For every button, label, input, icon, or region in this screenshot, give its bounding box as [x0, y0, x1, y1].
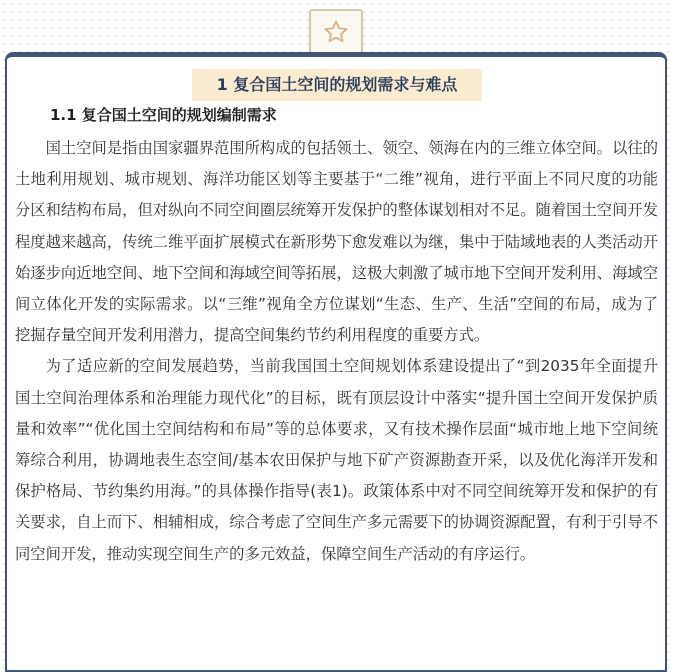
article-body [15, 133, 658, 570]
section-title: 1 复合国土空间的规划需求与难点 [192, 69, 482, 101]
subsection-title: 1.1 复合国土空间的规划编制需求 [50, 106, 277, 124]
paragraph: 为了适应新的空间发展趋势，当前我国国土空间规划体系建设提出了“到2035年全面提升国土空间治理体系和治理能力现代化”的目标，既有顶层设计中落实“提升国土空间开发保护质量和效率”“优化国土空间结构和布局”等的总体要求，又有技术操作层面“城市地上地下空间统筹综合利用，协调地表生态空间/基本农田保护与地下矿产资源勘查开采，以及优化海洋开发和保护格局、节约集约用海。”的具体操作指导(表1)。政策体系中对不同空间统筹开发和保护的有关要求，自上而下、相辅相成，综合考虑了空间生产多元需要下的协调资源配置，有利于引导不同空间开发，推动实现空间生产的多元效益，保障空间生产活动的有序运行。 [15, 357, 658, 563]
star-icon [323, 19, 349, 45]
star-badge [309, 9, 363, 54]
paragraph: 国土空间是指由国家疆界范围所构成的包括领土、领空、领海在内的三维立体空间。以往的土地利用规划、城市规划、海洋功能区划等主要基于“二维”视角，进行平面上不同尺度的功能分区和结构布局，但对纵向不同空间圈层统筹开发保护的整体谋划相对不足。随着国土空间开发程度越来越高，传统二维平面扩展模式在新形势下愈发难以为继，集中于陆域地表的人类活动开始逐步向近地空间、地下空间和海域空间等拓展，这极大刺激了城市地下空间开发利用、海域空间立体化开发的实际需求。以“三维”视角全方位谋划“生态、生产、生活”空间的布局，成为了挖掘存量空间开发利用潜力，提高空间集约节约利用程度的重要方式。 [15, 139, 658, 345]
